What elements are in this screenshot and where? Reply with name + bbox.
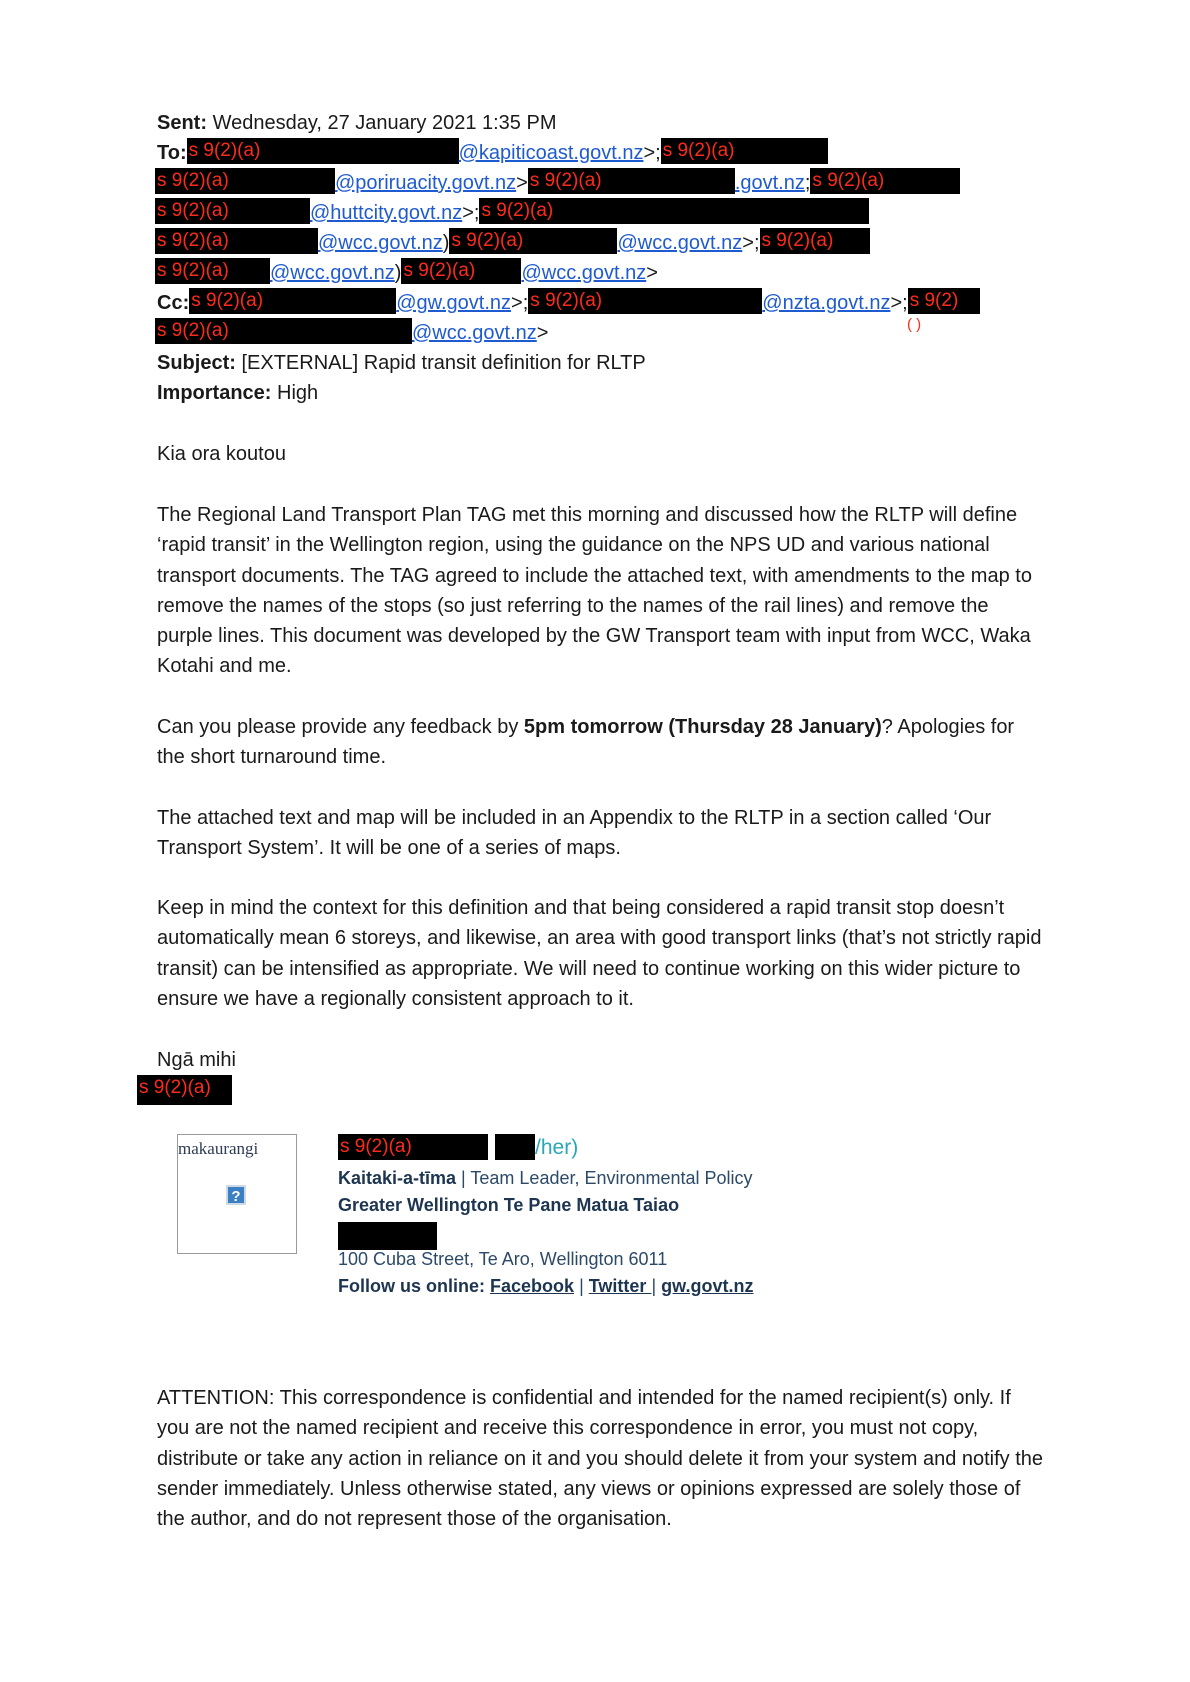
separator: >; bbox=[742, 232, 760, 254]
p2-end: ? Apologies for the short turnaround time. bbox=[157, 716, 1015, 769]
separator: > bbox=[536, 322, 549, 344]
cc-line-1 bbox=[157, 288, 980, 318]
sent-line bbox=[157, 108, 557, 138]
confidentiality-notice: ATTENTION: This correspondence is confidential and intended for the named recipient(s) only. If you are not the named recipient and receive this correspondence in error, you must not copy, distribute or take any action in reliance on it and you should delete it from your system and notify the sender immediately. Unless otherwise stated, any views or opinions expressed are solely those of the author, and do not represent those of the organisation. bbox=[157, 1387, 1044, 1531]
redaction: s 9(2)(a) bbox=[401, 258, 521, 284]
redaction bbox=[495, 1134, 535, 1160]
subject-value: [EXTERNAL] Rapid transit definition for RLTP bbox=[241, 352, 646, 374]
redaction: s 9(2)(a) bbox=[661, 138, 828, 164]
signature-image bbox=[177, 1134, 297, 1254]
separator: ; bbox=[804, 172, 811, 194]
separator: > bbox=[516, 172, 528, 194]
signoff: Ngā mihi bbox=[157, 1049, 236, 1071]
redaction: s 9(2)(a) bbox=[449, 228, 617, 254]
deadline: 5pm tomorrow (Thursday 28 January) bbox=[523, 716, 882, 738]
to-label: To: bbox=[157, 142, 187, 164]
cc-line-2 bbox=[155, 318, 548, 348]
body-paragraph-2 bbox=[157, 712, 1047, 773]
redaction: s 9(2)(a) bbox=[155, 168, 335, 194]
website-link[interactable]: gw.govt.nz bbox=[661, 1276, 754, 1296]
cc-label: Cc: bbox=[157, 292, 190, 314]
to-line-2 bbox=[155, 168, 960, 198]
importance-value: High bbox=[277, 382, 319, 404]
body-paragraph-3: The attached text and map will be included in an Appendix to the RLTP in a section called ‘Our Transport System’. It will be one of a series of maps. bbox=[157, 807, 992, 860]
recipient-email-link[interactable]: @poriruacity.govt.nz bbox=[335, 172, 517, 194]
signature-name-line bbox=[338, 1134, 578, 1162]
redaction: s 9(2) bbox=[908, 288, 980, 314]
redaction-tail: ( ) bbox=[907, 316, 922, 333]
signature-follow bbox=[338, 1273, 753, 1300]
redaction: s 9(2)(a) bbox=[338, 1134, 488, 1160]
recipient-email-link[interactable]: .govt.nz bbox=[734, 172, 805, 194]
to-line-1 bbox=[157, 138, 828, 168]
separator: | bbox=[651, 1276, 657, 1296]
importance-label: Importance: bbox=[157, 382, 272, 404]
redaction: s 9(2)(a) bbox=[137, 1075, 232, 1105]
separator: | bbox=[579, 1276, 584, 1296]
signature-role bbox=[338, 1165, 753, 1192]
separator: >; bbox=[462, 202, 480, 224]
p2-start: Can you please provide any feedback by bbox=[157, 716, 524, 738]
separator: ) bbox=[442, 232, 450, 254]
redaction: s 9(2)(a) bbox=[155, 228, 318, 254]
redaction: s 9(2)(a) bbox=[760, 228, 870, 254]
subject-line bbox=[157, 348, 646, 378]
recipient-email-link[interactable]: @wcc.govt.nz bbox=[617, 232, 743, 254]
cc-email-link[interactable]: @nzta.govt.nz bbox=[762, 292, 891, 314]
subject-label: Subject: bbox=[157, 352, 236, 374]
separator: >; bbox=[511, 292, 529, 314]
separator: ) bbox=[394, 262, 402, 284]
broken-image-icon: ? bbox=[226, 1185, 246, 1205]
separator: > bbox=[646, 262, 658, 284]
signature-image-alt: makaurangi bbox=[178, 1139, 259, 1158]
recipient-email-link[interactable]: @wcc.govt.nz bbox=[521, 262, 647, 284]
cc-email-link[interactable]: @wcc.govt.nz bbox=[412, 322, 537, 344]
org-name: Greater Wellington Te Pane Matua Taiao bbox=[338, 1195, 680, 1215]
cc-email-link[interactable]: @gw.govt.nz bbox=[396, 292, 512, 314]
to-line-5 bbox=[155, 258, 658, 288]
sent-value: Wednesday, 27 January 2021 1:35 PM bbox=[212, 112, 557, 134]
redaction: s 9(2)(a) bbox=[155, 198, 310, 224]
separator: >; bbox=[643, 142, 661, 164]
recipient-email-link[interactable]: @kapiticoast.govt.nz bbox=[458, 142, 644, 164]
greeting: Kia ora koutou bbox=[157, 443, 286, 465]
to-line-3 bbox=[155, 198, 869, 228]
body-paragraph-1: The Regional Land Transport Plan TAG met this morning and discussed how the RLTP will define ‘rapid transit’ in the Wellington region, using the guidance on the NPS UD and various national transport documents. The TAG agreed to include the attached text, with amendments to the map to remove the names of the stops (so just referring to the names of the rail lines) and remove the purple lines. This document was developed by the GW Transport team with input from WCC, Waka Kotahi and me. bbox=[157, 504, 1032, 678]
follow-label: Follow us online: bbox=[338, 1276, 485, 1296]
to-line-4 bbox=[155, 228, 870, 258]
redaction: s 9(2)(a) bbox=[528, 288, 762, 314]
recipient-email-link[interactable]: @wcc.govt.nz bbox=[318, 232, 443, 254]
redaction: s 9(2)(a) bbox=[189, 288, 396, 314]
redaction: s 9(2)(a) bbox=[155, 318, 412, 344]
sent-label: Sent: bbox=[157, 112, 207, 134]
redaction: s 9(2)(a) bbox=[479, 198, 869, 224]
signature-address: 100 Cuba Street, Te Aro, Wellington 6011 bbox=[338, 1249, 668, 1269]
recipient-email-link[interactable]: @wcc.govt.nz bbox=[270, 262, 395, 284]
recipient-email-link[interactable]: @huttcity.govt.nz bbox=[310, 202, 463, 224]
pronoun: /her) bbox=[535, 1136, 579, 1159]
redaction: s 9(2)(a) bbox=[155, 258, 270, 284]
facebook-link[interactable]: Facebook bbox=[490, 1276, 575, 1296]
importance-line bbox=[157, 378, 318, 408]
redaction: s 9(2)(a) bbox=[187, 138, 459, 164]
redaction: s 9(2)(a) bbox=[810, 168, 960, 194]
redaction: s 9(2)(a) bbox=[528, 168, 735, 194]
separator: >; bbox=[890, 292, 908, 314]
role-title: Kaitaki-a-tīma bbox=[338, 1168, 457, 1188]
role-description: | Team Leader, Environmental Policy bbox=[456, 1168, 753, 1188]
twitter-link[interactable]: Twitter bbox=[588, 1276, 652, 1296]
body-paragraph-4: Keep in mind the context for this definition and that being considered a rapid transit stop doesn’t automatically mean 6 storeys, and likewise, an area with good transport links (that’s not strictly rapid transit) can be intensified as appropriate. We will need to continue working on this wider picture to ensure we have a regionally consistent approach to it. bbox=[157, 897, 1042, 1010]
signature-org bbox=[338, 1192, 679, 1219]
